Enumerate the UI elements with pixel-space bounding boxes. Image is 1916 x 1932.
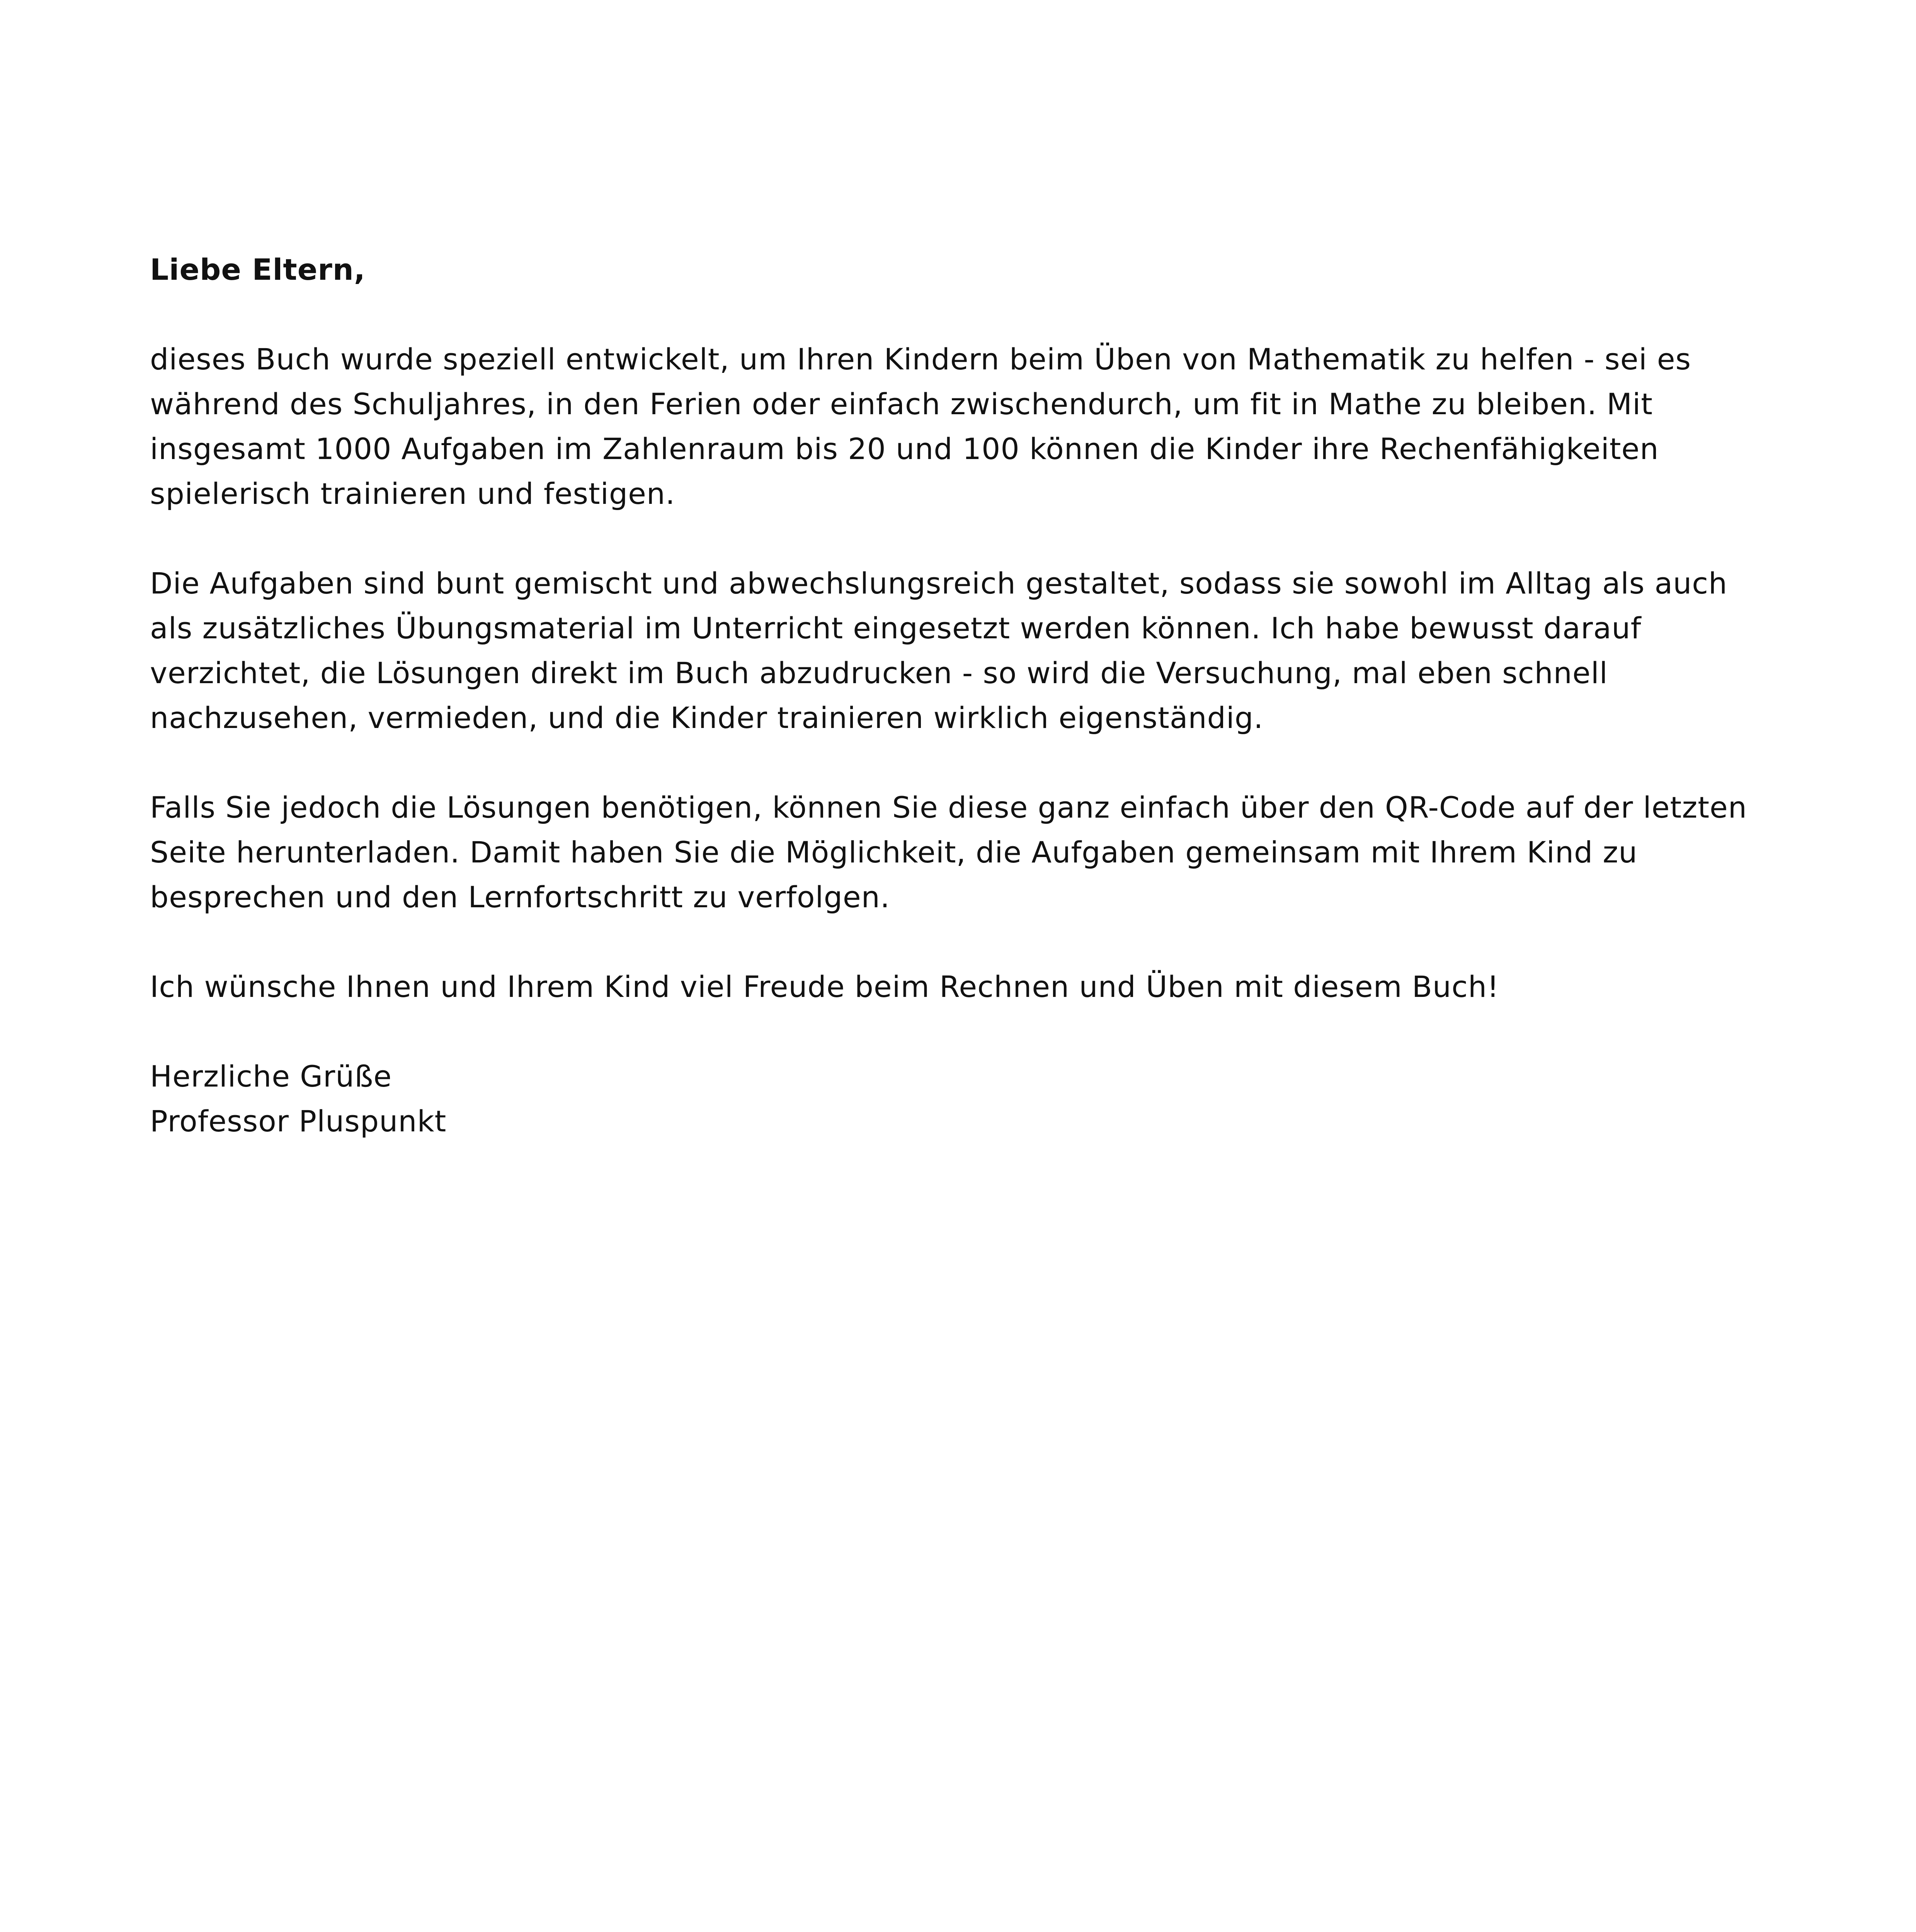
letter-body — [150, 247, 1773, 1144]
letter-paragraph-3: Falls Sie jedoch die Lösungen benötigen, können Sie diese ganz einfach über den QR-Code auf der letzten Seite herunterladen. Damit haben Sie die Möglichkeit, die Aufgaben gemeinsam mit Ihrem Kind zu besprechen und den Lernfortschritt zu verfolgen. — [150, 790, 1747, 914]
letter-closing: Herzliche Grüße — [150, 1059, 392, 1094]
letter-signature: Professor Pluspunkt — [150, 1104, 447, 1138]
letter-paragraph-4: Ich wünsche Ihnen und Ihrem Kind viel Freude beim Rechnen und Üben mit diesem Buch! — [150, 969, 1499, 1004]
letter-greeting: Liebe Eltern, — [150, 252, 366, 287]
letter-paragraph-2: Die Aufgaben sind bunt gemischt und abwechslungsreich gestaltet, sodass sie sowohl im Alltag als auch als zusätzliches Übungsmaterial im Unterricht eingesetzt werden können. Ich habe bewusst darauf verzichtet, die Lösungen direkt im Buch abzudrucken - so wird die Versuchung, mal eben schnell nachzusehen, vermieden, und die Kinder trainieren wirklich eigenständig. — [150, 566, 1728, 735]
letter-paragraph-1: dieses Buch wurde speziell entwickelt, um Ihren Kindern beim Üben von Mathematik zu helfen - sei es während des Schuljahres, in den Ferien oder einfach zwischendurch, um fit in Mathe zu bleiben. Mit insgesamt 1000 Aufgaben im Zahlenraum bis 20 und 100 können die Kinder ihre Rechenfähigkeiten spielerisch trainieren und festigen. — [150, 342, 1691, 511]
